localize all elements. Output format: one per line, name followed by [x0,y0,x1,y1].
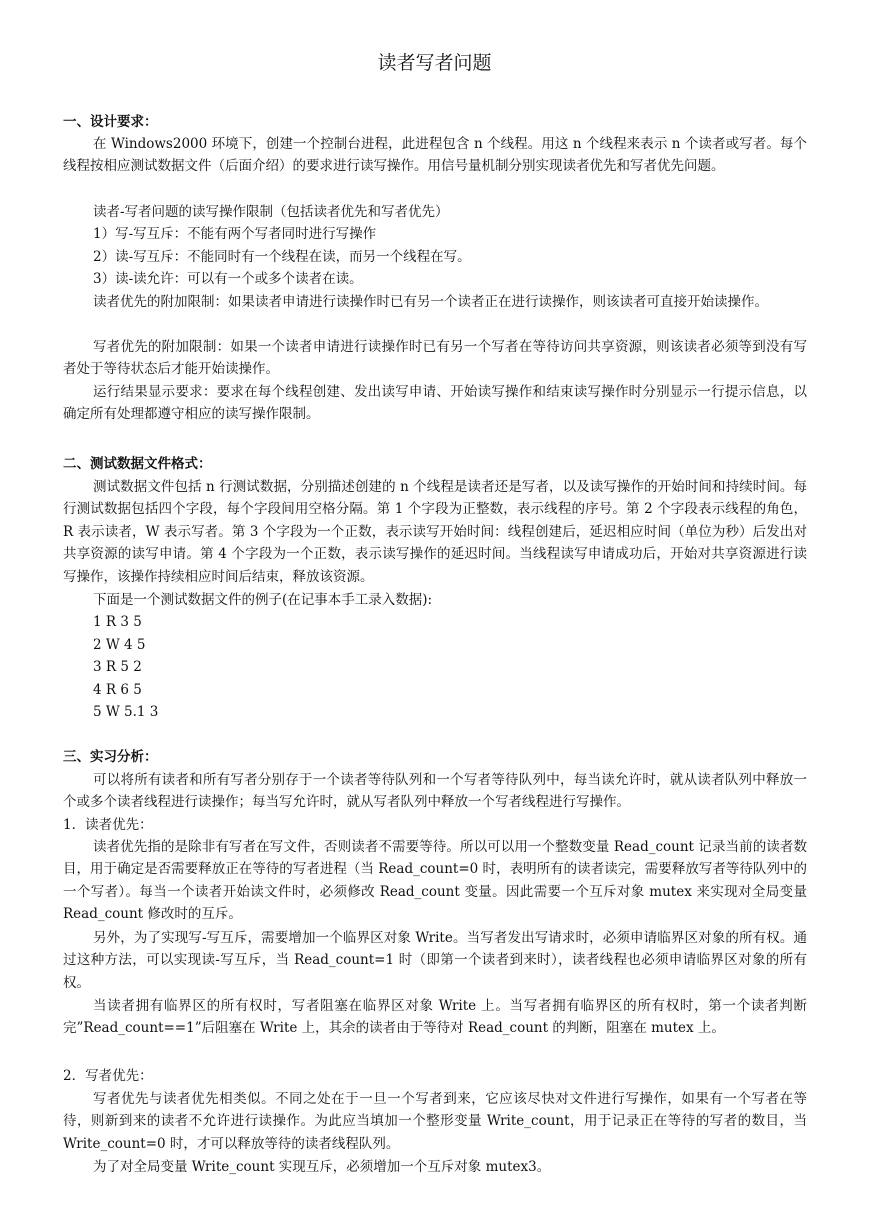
subsection-writer-priority: 2．写者优先： [63,1068,153,1084]
section1-heading: 一、设计要求： [63,114,158,130]
section1-paragraph-1: 在 Windows2000 环境下，创建一个控制台进程，此进程包含 n 个线程。用这 n 个线程来表示 n 个读者或写者。每个线程按相应测试数据文件（后面介绍）的要求进行读写操作。用信号量机制分别实现读者优先和写者优先问题。 [63,136,807,175]
section1-paragraph-5: 运行结果显示要求：要求在每个线程创建、发出读写申请、开始读写操作和结束读写操作时分别显示一行提示信息，以确定所有处理都遵守相应的读写操作限制。 [63,384,807,423]
section3-paragraph-5: 写者优先与读者优先相类似。不同之处在于一旦一个写者到来，它应该尽快对文件进行写操作，如果有一个写者在等待，则新到来的读者不允许进行读操作。为此应当填加一个整形变量 Write_count，用于记录正在等待的写者的数目，当 Write_count=0 时，才可以释放等待的读者线程队列。 [63,1091,807,1152]
section3-paragraph-6: 为了对全局变量 Write_count 实现互斥，必须增加一个互斥对象 mutex3。 [93,1159,551,1175]
section3-heading: 三、实习分析： [63,749,158,765]
section1-paragraph-2: 读者-写者问题的读写操作限制（包括读者优先和写者优先） [93,204,449,220]
section1-paragraph-4: 写者优先的附加限制：如果一个读者申请进行读操作时已有另一个写者在等待访问共享资源，则该读者必须等到没有写者处于等待状态后才能开始读操作。 [63,339,807,378]
section3-paragraph-1: 可以将所有读者和所有写者分别存于一个读者等待队列和一个写者等待队列中，每当读允许时，就从读者队列中释放一个或多个读者线程进行读操作；每当写允许时，就从写者队列中释放一个写者线程进行写操作。 [63,772,807,811]
section3-paragraph-2: 读者优先指的是除非有写者在写文件，否则读者不需要等待。所以可以用一个整数变量 Read_count 记录当前的读者数目，用于确定是否需要释放正在等待的写者进程（当 Read_count=0 时，表明所有的读者读完，需要释放写者等待队列中的一个写者）。每当一个读者开始读文件时，必须修改 Read_count 变量。因此需要一个互斥对象 mutex 来实现对全局变量 Read_count 修改时的互斥。 [63,839,807,923]
data-line: 3 R 5 2 [93,659,142,675]
document-title: 读者写者问题 [377,52,492,74]
section1-paragraph-3: 读者优先的附加限制：如果读者申请进行读操作时已有另一个读者正在进行读操作，则该读者可直接开始读操作。 [93,294,768,310]
data-line: 5 W 5.1 3 [93,704,159,720]
rule-read-write: 2）读-写互斥：不能同时有一个线程在读，而另一个线程在写。 [93,249,471,265]
data-line: 4 R 6 5 [93,682,142,698]
section2-paragraph-1: 测试数据文件包括 n 行测试数据，分别描述创建的 n 个线程是读者还是写者，以及读写操作的开始时间和持续时间。每行测试数据包括四个字段，每个字段间用空格分隔。第 1 个字段为正整数，表示线程的序号。第 2 个字段表示线程的角色，R 表示读者，W 表示写者。第 3 个字段为一个正数，表示读写开始时间：线程创建后，延迟相应时间（单位为秒）后发出对共享资源的读写申请。第 4 个字段为一个正数，表示读写操作的延迟时间。当线程读写申请成功后，开始对共享资源进行读写操作，该操作持续相应时间后结束，释放该资源。 [63,479,807,585]
rule-write-write: 1）写-写互斥：不能有两个写者同时进行写操作 [93,226,377,242]
data-line: 2 W 4 5 [93,637,146,653]
data-line: 1 R 3 5 [93,614,142,630]
section2-paragraph-2: 下面是一个测试数据文件的例子(在记事本手工录入数据): [93,592,433,608]
subsection-reader-priority: 1．读者优先： [63,817,153,833]
rule-read-read: 3）读-读允许：可以有一个或多个读者在读。 [93,271,363,287]
section3-paragraph-4: 当读者拥有临界区的所有权时，写者阻塞在临界区对象 Write 上。当写者拥有临界区的所有权时，第一个读者判断完”Read_count==1”后阻塞在 Write 上，其余的读者由于等待对 Read_count 的判断，阻塞在 mutex 上。 [63,998,807,1037]
section3-paragraph-3: 另外，为了实现写-写互斥，需要增加一个临界区对象 Write。当写者发出写请求时，必须申请临界区对象的所有权。通过这种方法，可以实现读-写互斥，当 Read_count=1 时（即第一个读者到来时），读者线程也必须申请临界区对象的所有权。 [63,930,807,991]
section2-heading: 二、测试数据文件格式： [63,456,212,472]
